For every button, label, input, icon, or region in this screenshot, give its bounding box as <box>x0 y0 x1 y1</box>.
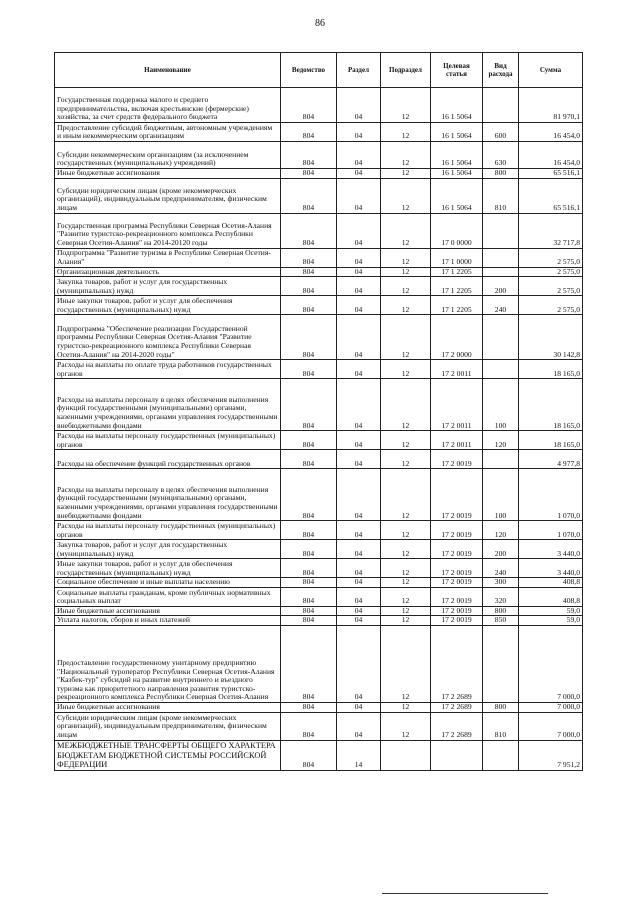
table-row <box>55 296 583 315</box>
table-row <box>55 606 583 616</box>
cell-expense <box>483 248 519 267</box>
cell-name: Государственная поддержка малого и среднего предпринимательства, включая крестьянские (фермерские) хозяйства, за счет средств федерального бюджета <box>55 88 281 123</box>
cell-sum: 32 717,8 <box>519 213 583 248</box>
table-row <box>55 379 583 431</box>
cell-ministry: 804 <box>281 606 337 616</box>
cell-expense <box>483 88 519 123</box>
cell-expense: 850 <box>483 616 519 626</box>
cell-section: 04 <box>337 169 381 179</box>
table-row <box>55 740 583 770</box>
cell-ministry: 804 <box>281 88 337 123</box>
table-row <box>55 277 583 296</box>
cell-subsection: 12 <box>381 248 431 267</box>
cell-ministry: 804 <box>281 625 337 702</box>
cell-target: 17 2 0019 <box>431 540 483 559</box>
cell-sum: 408,8 <box>519 578 583 588</box>
cell-name: Иные закупки товаров, работ и услуг для обеспечения государственных (муниципальных) нужд <box>55 296 281 315</box>
cell-target: 17 1 2205 <box>431 277 483 296</box>
cell-subsection: 12 <box>381 712 431 740</box>
table-row <box>55 450 583 469</box>
cell-subsection: 12 <box>381 169 431 179</box>
cell-target: 17 2 0019 <box>431 587 483 606</box>
cell-ministry: 804 <box>281 559 337 578</box>
cell-name: Расходы на выплаты по оплате труда работников государственных органов <box>55 360 281 379</box>
cell-expense <box>483 625 519 702</box>
cell-subsection: 12 <box>381 315 431 360</box>
cell-subsection: 12 <box>381 379 431 431</box>
cell-ministry: 804 <box>281 431 337 450</box>
cell-sum: 16 454,0 <box>519 142 583 169</box>
cell-subsection: 12 <box>381 559 431 578</box>
cell-sum: 7 951,2 <box>519 740 583 770</box>
cell-subsection: 12 <box>381 450 431 469</box>
table-row <box>55 521 583 540</box>
cell-ministry: 804 <box>281 213 337 248</box>
cell-section: 04 <box>337 702 381 712</box>
cell-name: Иные бюджетные ассигнования <box>55 169 281 179</box>
cell-subsection: 12 <box>381 587 431 606</box>
table-row <box>55 248 583 267</box>
table-row <box>55 625 583 702</box>
cell-ministry: 804 <box>281 296 337 315</box>
cell-sum: 30 142,8 <box>519 315 583 360</box>
cell-name: Государственная программа Республики Северная Осетия-Алания "Развитие туристско-рекреационного комплекса Республики Северная Осетия-Алания" на 2014-20120 годы <box>55 213 281 248</box>
cell-ministry: 804 <box>281 469 337 521</box>
budget-table <box>54 52 583 771</box>
cell-sum: 2 575,0 <box>519 248 583 267</box>
cell-name: Иные бюджетные ассигнования <box>55 606 281 616</box>
header-row <box>55 53 583 88</box>
cell-name: Расходы на выплаты персоналу государственных (муниципальных) органов <box>55 431 281 450</box>
cell-section: 04 <box>337 277 381 296</box>
cell-target: 17 2 0011 <box>431 431 483 450</box>
cell-name: Социальные выплаты гражданам, кроме публичных нормативных социальных выплат <box>55 587 281 606</box>
cell-ministry: 804 <box>281 248 337 267</box>
cell-sum: 2 575,0 <box>519 277 583 296</box>
page-number: 86 <box>315 18 325 29</box>
cell-section: 04 <box>337 521 381 540</box>
cell-section: 04 <box>337 712 381 740</box>
cell-section: 04 <box>337 450 381 469</box>
cell-expense: 800 <box>483 606 519 616</box>
header-name: Наименование <box>55 53 281 88</box>
cell-name: Предоставление государственному унитарному предприятию "Национальный туроператор Республики Северная Осетия-Алания "Казбек-тур" субсидий на развитие внутреннего и въездного туризма как приоритетного направления развития туристско-рекреационного комплекса Республики Северная Осетия-Алания <box>55 625 281 702</box>
cell-name: Организационная деятельность <box>55 267 281 277</box>
cell-expense: 120 <box>483 521 519 540</box>
cell-sum: 7 000,0 <box>519 625 583 702</box>
cell-target: 17 1 2205 <box>431 267 483 277</box>
cell-expense <box>483 450 519 469</box>
table-body <box>55 88 583 771</box>
table-row <box>55 540 583 559</box>
cell-section: 04 <box>337 431 381 450</box>
cell-expense: 240 <box>483 296 519 315</box>
cell-section: 04 <box>337 213 381 248</box>
table-row <box>55 702 583 712</box>
cell-sum: 2 575,0 <box>519 296 583 315</box>
cell-name: Расходы на выплаты персоналу в целях обеспечения выполнения функций государственными (муниципальными) органами, казенными учреждениями, органами управления государственными внебюджетными фондами <box>55 379 281 431</box>
cell-section: 04 <box>337 248 381 267</box>
cell-expense <box>483 315 519 360</box>
cell-sum: 7 000,0 <box>519 712 583 740</box>
cell-name: Закупка товаров, работ и услуг для государственных (муниципальных) нужд <box>55 540 281 559</box>
cell-sum: 18 165,0 <box>519 360 583 379</box>
cell-ministry: 804 <box>281 540 337 559</box>
table-row <box>55 431 583 450</box>
cell-ministry: 804 <box>281 123 337 142</box>
cell-expense: 630 <box>483 142 519 169</box>
cell-subsection: 12 <box>381 296 431 315</box>
cell-sum: 65 516,1 <box>519 178 583 213</box>
cell-expense: 100 <box>483 469 519 521</box>
cell-sum: 3 440,0 <box>519 559 583 578</box>
cell-section: 04 <box>337 360 381 379</box>
cell-section: 04 <box>337 559 381 578</box>
header-sum: Сумма <box>519 53 583 88</box>
cell-section: 04 <box>337 178 381 213</box>
cell-target: 17 2 2689 <box>431 702 483 712</box>
table-row <box>55 123 583 142</box>
cell-target: 17 2 0011 <box>431 360 483 379</box>
cell-ministry: 804 <box>281 521 337 540</box>
cell-name: МЕЖБЮДЖЕТНЫЕ ТРАНСФЕРТЫ ОБЩЕГО ХАРАКТЕРА БЮДЖЕТАМ БЮДЖЕТНОЙ СИСТЕМЫ РОССИЙСКОЙ ФЕДЕРАЦИИ <box>55 740 281 770</box>
cell-subsection: 12 <box>381 267 431 277</box>
cell-target: 16 1 5064 <box>431 142 483 169</box>
cell-ministry: 804 <box>281 740 337 770</box>
cell-subsection: 12 <box>381 88 431 123</box>
cell-name: Предоставление субсидий бюджетным, автономным учреждениям и иным некоммерческим организациям <box>55 123 281 142</box>
cell-name: Субсидии юридическим лицам (кроме некоммерческих организаций), индивидуальным предпринимателям, физическим лицам <box>55 178 281 213</box>
cell-target: 17 1 2205 <box>431 296 483 315</box>
cell-expense: 800 <box>483 702 519 712</box>
table-row <box>55 616 583 626</box>
cell-sum: 81 970,1 <box>519 88 583 123</box>
cell-subsection: 12 <box>381 540 431 559</box>
cell-name: Закупка товаров, работ и услуг для государственных (муниципальных) нужд <box>55 277 281 296</box>
footer-rule <box>382 893 548 894</box>
cell-sum: 18 165,0 <box>519 379 583 431</box>
cell-section: 04 <box>337 606 381 616</box>
cell-section: 04 <box>337 315 381 360</box>
cell-target <box>431 740 483 770</box>
cell-sum: 1 070,0 <box>519 469 583 521</box>
header-target: Целевая статья <box>431 53 483 88</box>
cell-expense: 600 <box>483 123 519 142</box>
cell-subsection: 12 <box>381 521 431 540</box>
table-row <box>55 213 583 248</box>
table-row <box>55 178 583 213</box>
cell-target: 16 1 5064 <box>431 88 483 123</box>
cell-subsection: 12 <box>381 431 431 450</box>
cell-ministry: 804 <box>281 169 337 179</box>
cell-section: 04 <box>337 616 381 626</box>
header-expense: Вид расхода <box>483 53 519 88</box>
cell-sum: 59,0 <box>519 616 583 626</box>
cell-subsection: 12 <box>381 123 431 142</box>
cell-expense: 240 <box>483 559 519 578</box>
cell-expense <box>483 267 519 277</box>
cell-target: 17 2 0019 <box>431 606 483 616</box>
cell-subsection: 12 <box>381 178 431 213</box>
header-ministry: Ведомство <box>281 53 337 88</box>
cell-section: 04 <box>337 469 381 521</box>
table-row <box>55 712 583 740</box>
cell-ministry: 804 <box>281 616 337 626</box>
cell-subsection: 12 <box>381 702 431 712</box>
table-row <box>55 315 583 360</box>
cell-section: 04 <box>337 625 381 702</box>
cell-name: Расходы на выплаты персоналу государственных (муниципальных) органов <box>55 521 281 540</box>
cell-target: 17 2 0019 <box>431 450 483 469</box>
header-subsection: Подраздел <box>381 53 431 88</box>
cell-expense <box>483 740 519 770</box>
cell-expense <box>483 213 519 248</box>
table-row <box>55 469 583 521</box>
table-row <box>55 360 583 379</box>
cell-subsection: 12 <box>381 213 431 248</box>
cell-target: 16 1 5064 <box>431 178 483 213</box>
cell-name: Социальное обеспечение и иные выплаты населению <box>55 578 281 588</box>
cell-ministry: 804 <box>281 267 337 277</box>
cell-section: 04 <box>337 267 381 277</box>
cell-ministry: 804 <box>281 277 337 296</box>
cell-sum: 18 165,0 <box>519 431 583 450</box>
cell-expense <box>483 360 519 379</box>
table-row <box>55 169 583 179</box>
table-row <box>55 142 583 169</box>
cell-ministry: 804 <box>281 578 337 588</box>
cell-target: 17 0 0000 <box>431 213 483 248</box>
cell-name: Уплата налогов, сборов и иных платежей <box>55 616 281 626</box>
cell-sum: 65 516,1 <box>519 169 583 179</box>
cell-name: Расходы на выплаты персоналу в целях обеспечения выполнения функций государственными (муниципальными) органами, казенными учреждениями, органами управления государственными внебюджетными фондами <box>55 469 281 521</box>
cell-target: 17 2 0011 <box>431 379 483 431</box>
cell-expense: 300 <box>483 578 519 588</box>
cell-section: 04 <box>337 587 381 606</box>
cell-section: 04 <box>337 578 381 588</box>
cell-section: 04 <box>337 123 381 142</box>
cell-name: Субсидии юридическим лицам (кроме некоммерческих организаций), индивидуальным предпринимателям, физическим лицам <box>55 712 281 740</box>
cell-ministry: 804 <box>281 587 337 606</box>
cell-subsection: 12 <box>381 469 431 521</box>
cell-section: 04 <box>337 88 381 123</box>
cell-sum: 7 000,0 <box>519 702 583 712</box>
cell-ministry: 804 <box>281 142 337 169</box>
cell-name: Субсидии некоммерческим организациям (за исключением государственных (муниципальных) учреждений) <box>55 142 281 169</box>
cell-section: 04 <box>337 142 381 169</box>
cell-subsection <box>381 740 431 770</box>
cell-sum: 59,0 <box>519 606 583 616</box>
cell-name: Иные бюджетные ассигнования <box>55 702 281 712</box>
cell-ministry: 804 <box>281 450 337 469</box>
cell-sum: 3 440,0 <box>519 540 583 559</box>
cell-expense: 810 <box>483 712 519 740</box>
cell-sum: 408,8 <box>519 587 583 606</box>
cell-name: Подпрограмма "Обеспечение реализации Государственной программы Республики Северная Осетия-Алания "Развитие туристско-рекреационного комплекса Республики Северная Осетия-Алания" на 2014-2020 годы" <box>55 315 281 360</box>
cell-ministry: 804 <box>281 712 337 740</box>
cell-target: 17 2 0019 <box>431 469 483 521</box>
table-row <box>55 267 583 277</box>
cell-subsection: 12 <box>381 360 431 379</box>
cell-target: 17 2 2689 <box>431 625 483 702</box>
cell-expense: 200 <box>483 540 519 559</box>
cell-name: Подпрограмма "Развитие туризма в Республике Северная Осетия-Алания" <box>55 248 281 267</box>
cell-sum: 2 575,0 <box>519 267 583 277</box>
cell-subsection: 12 <box>381 578 431 588</box>
cell-sum: 4 977,8 <box>519 450 583 469</box>
cell-expense: 800 <box>483 169 519 179</box>
header-section: Раздел <box>337 53 381 88</box>
cell-sum: 1 070,0 <box>519 521 583 540</box>
cell-target: 17 2 2689 <box>431 712 483 740</box>
cell-ministry: 804 <box>281 178 337 213</box>
cell-expense: 320 <box>483 587 519 606</box>
cell-section: 04 <box>337 379 381 431</box>
cell-ministry: 804 <box>281 702 337 712</box>
cell-name: Иные закупки товаров, работ и услуг для обеспечения государственных (муниципальных) нужд <box>55 559 281 578</box>
cell-target: 17 2 0019 <box>431 578 483 588</box>
table-row <box>55 587 583 606</box>
cell-subsection: 12 <box>381 616 431 626</box>
cell-subsection: 12 <box>381 606 431 616</box>
cell-target: 17 2 0019 <box>431 559 483 578</box>
cell-expense: 120 <box>483 431 519 450</box>
cell-name: Расходы на обеспечение функций государственных органов <box>55 450 281 469</box>
cell-subsection: 12 <box>381 625 431 702</box>
table-row <box>55 559 583 578</box>
cell-ministry: 804 <box>281 360 337 379</box>
cell-target: 17 2 0019 <box>431 616 483 626</box>
cell-section: 04 <box>337 296 381 315</box>
cell-ministry: 804 <box>281 379 337 431</box>
cell-target: 16 1 5064 <box>431 169 483 179</box>
cell-section: 14 <box>337 740 381 770</box>
table-row <box>55 578 583 588</box>
cell-target: 17 2 0000 <box>431 315 483 360</box>
cell-sum: 16 454,0 <box>519 123 583 142</box>
cell-target: 16 1 5064 <box>431 123 483 142</box>
cell-target: 17 2 0019 <box>431 521 483 540</box>
table-row <box>55 88 583 123</box>
cell-expense: 100 <box>483 379 519 431</box>
cell-section: 04 <box>337 540 381 559</box>
cell-target: 17 1 0000 <box>431 248 483 267</box>
cell-subsection: 12 <box>381 277 431 296</box>
cell-expense: 200 <box>483 277 519 296</box>
cell-ministry: 804 <box>281 315 337 360</box>
cell-expense: 810 <box>483 178 519 213</box>
cell-subsection: 12 <box>381 142 431 169</box>
